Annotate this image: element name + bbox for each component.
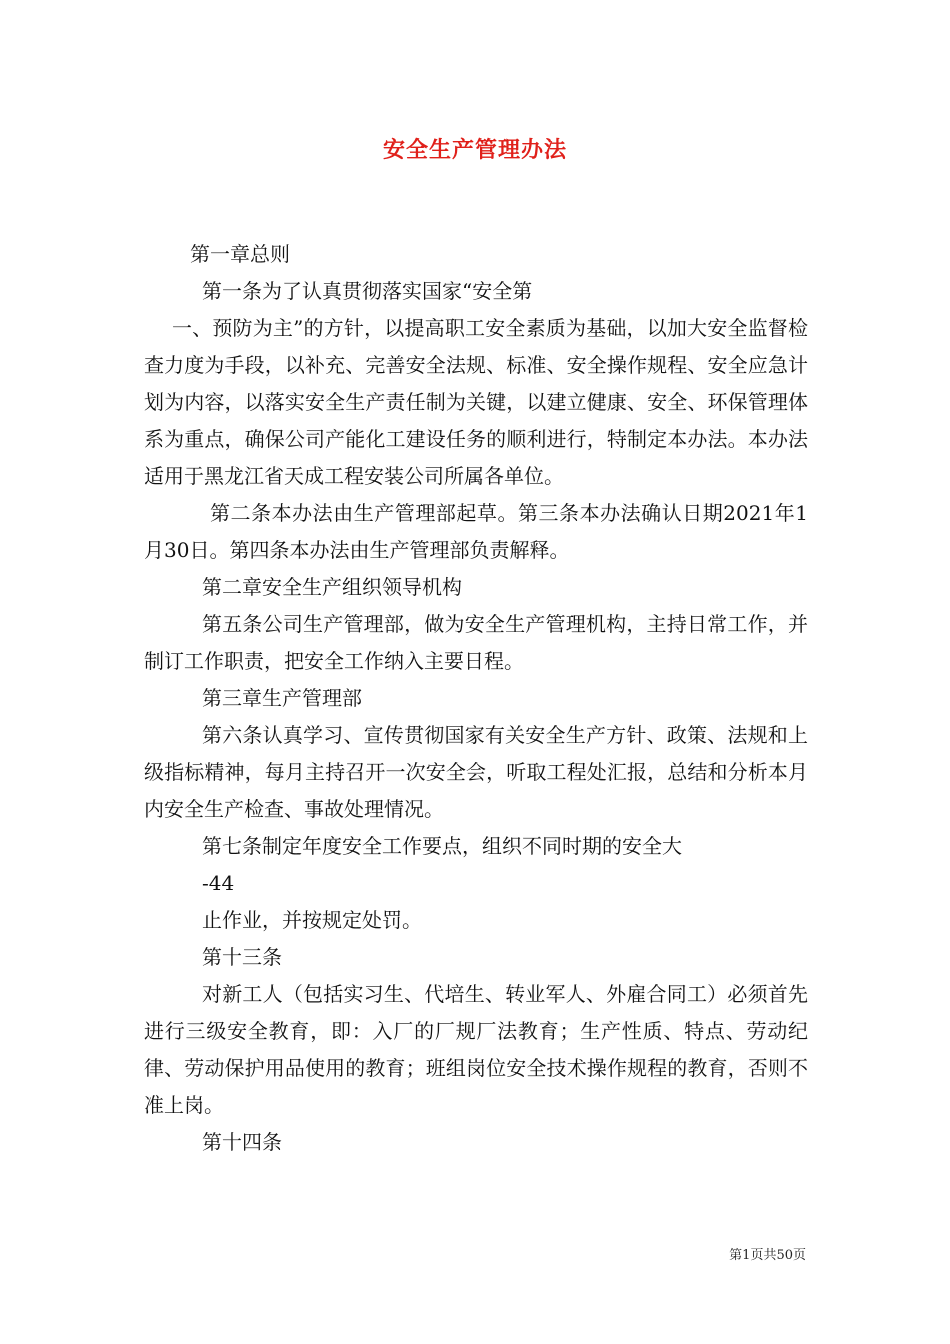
article-heading: 第十三条	[202, 945, 282, 969]
article-paragraph: 第七条制定年度安全工作要点，组织不同时期的安全大	[202, 834, 682, 858]
article-paragraph: 第五条公司生产管理部，做为安全生产管理机构，主持日常工作，并制订工作职责，把安全工作纳入主要日程。	[144, 612, 808, 673]
article-paragraph: 一、预防为主”的方针，以提高职工安全素质为基础，以加大安全监督检查力度为手段，以补充、完善安全法规、标准、安全操作规程、安全应急计划为内容，以落实安全生产责任制为关键，以建立健康、安全、环保管理体系为重点，确保公司产能化工建设任务的顺利进行，特制定本办法。本办法适用于黑龙江省天成工程安装公司所属各单位。	[144, 316, 808, 488]
chapter-heading: 第一章总则	[190, 242, 290, 266]
article-paragraph: 对新工人（包括实习生、代培生、转业军人、外雇合同工）必须首先进行三级安全教育，即：入厂的厂规厂法教育；生产性质、特点、劳动纪律、劳动保护用品使用的教育；班组岗位安全技术操作规程的教育，否则不准上岗。	[144, 982, 808, 1117]
page-marker-text: -44	[202, 871, 235, 895]
article-paragraph: 第六条认真学习、宣传贯彻国家有关安全生产方针、政策、法规和上级指标精神，每月主持召开一次安全会，听取工程处汇报，总结和分析本月内安全生产检查、事故处理情况。	[144, 723, 808, 821]
page-number: 第1页共50页	[729, 1248, 806, 1263]
article-heading: 第十四条	[202, 1130, 282, 1154]
article-paragraph: 第二条本办法由生产管理部起草。第三条本办法确认日期2021年1月30日。第四条本办法由生产管理部负责解释。	[144, 501, 808, 562]
document-body	[144, 236, 808, 1161]
chapter-heading: 第三章生产管理部	[202, 686, 362, 710]
article-paragraph: 第一条为了认真贯彻落实国家“安全第	[202, 279, 533, 303]
document-title: 安全生产管理办法	[382, 137, 567, 163]
chapter-heading: 第二章安全生产组织领导机构	[202, 575, 462, 599]
article-paragraph: 止作业，并按规定处罚。	[202, 908, 422, 932]
